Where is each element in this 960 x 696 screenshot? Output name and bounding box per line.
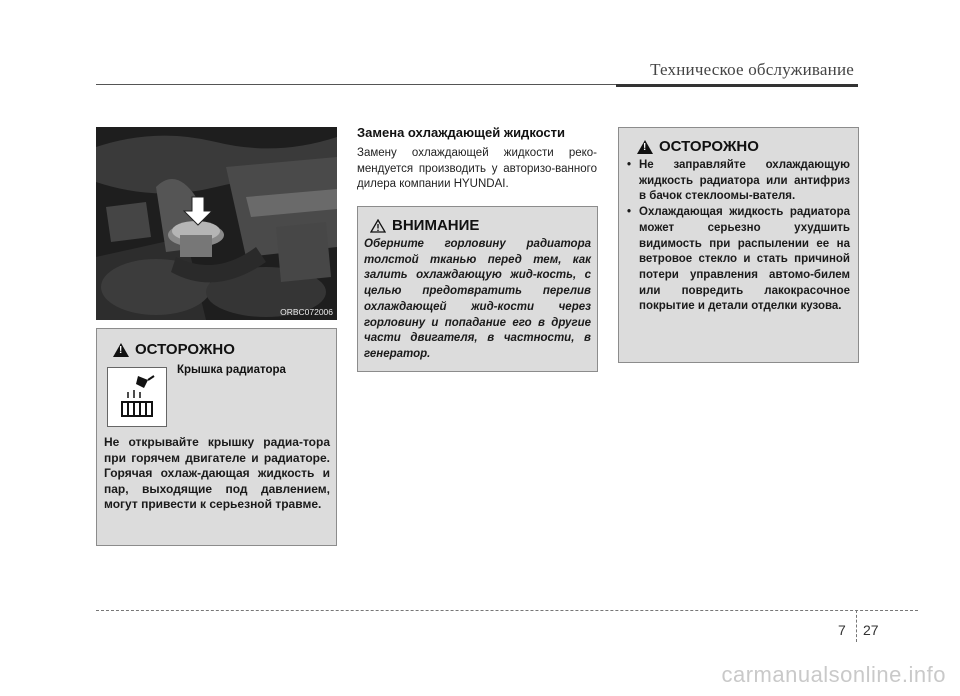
section-header-title: Техническое обслуживание (650, 60, 854, 79)
engine-photo (96, 127, 337, 320)
coolant-replacement-text: Замену охлаждающей жидкости реко-мендуется производить у авторизо-ванного дилера компании HYUNDAI. (357, 147, 597, 190)
photo-caption: ORBC072006 (280, 307, 333, 317)
warning-heading-label: ОСТОРОЖНО (135, 341, 235, 358)
warning-list-item: • Не заправляйте охлаждающую жидкость радиатора или антифриз в бачок стеклоомы-вателя. (625, 158, 850, 205)
warning-right-heading (637, 138, 759, 155)
radiator-cap-warning-box (96, 328, 337, 546)
page-number: 27 (863, 622, 879, 638)
caution-triangle-icon (370, 219, 386, 233)
warning-list (625, 158, 850, 315)
hot-radiator-icon (107, 367, 167, 427)
engine-bay-illustration (96, 127, 337, 320)
caution-box (357, 206, 598, 372)
footer-rule (96, 610, 918, 611)
header-rule-accent (616, 84, 858, 87)
chapter-number: 7 (838, 622, 846, 638)
caution-heading (370, 217, 479, 234)
warning-right-heading-label: ОСТОРОЖНО (659, 138, 759, 155)
warning-triangle-icon (113, 343, 129, 357)
radiator-cap-warning-text: Не открывайте крышку радиа-тора при горячем двигателе и радиаторе. Горячая охлаж-дающая жидкость и пар, выходящие под давлением, могут привести к серьезной травме. (104, 435, 330, 511)
coolant-replacement-title: Замена охлаждающей жидкости (357, 125, 566, 140)
warning-heading (113, 341, 235, 358)
caution-text: Оберните горловину радиатора толстой тканью перед тем, как залить охлаждающую жид-кость, с целью предотвратить перелив охлаждающей жид-кости через горловину и попадание его в другие части двигателя, в частности, в генератор. (364, 238, 591, 360)
washer-reservoir-warning-box (618, 127, 859, 363)
radiator-cap-label: Крышка радиатора (177, 364, 286, 376)
footer-divider (856, 610, 857, 642)
warning-triangle-icon (637, 140, 653, 154)
warning-list-item: • Охлаждающая жидкость радиатора может серьезно ухудшить видимость при распылении ее на ветровое стекло и стать причиной потери управления автомо-билем или повредить лакокрасочное покрытие и детали отделки кузова. (625, 205, 850, 315)
caution-heading-label: ВНИМАНИЕ (392, 217, 480, 234)
watermark: carmanualsonline.info (721, 662, 946, 687)
